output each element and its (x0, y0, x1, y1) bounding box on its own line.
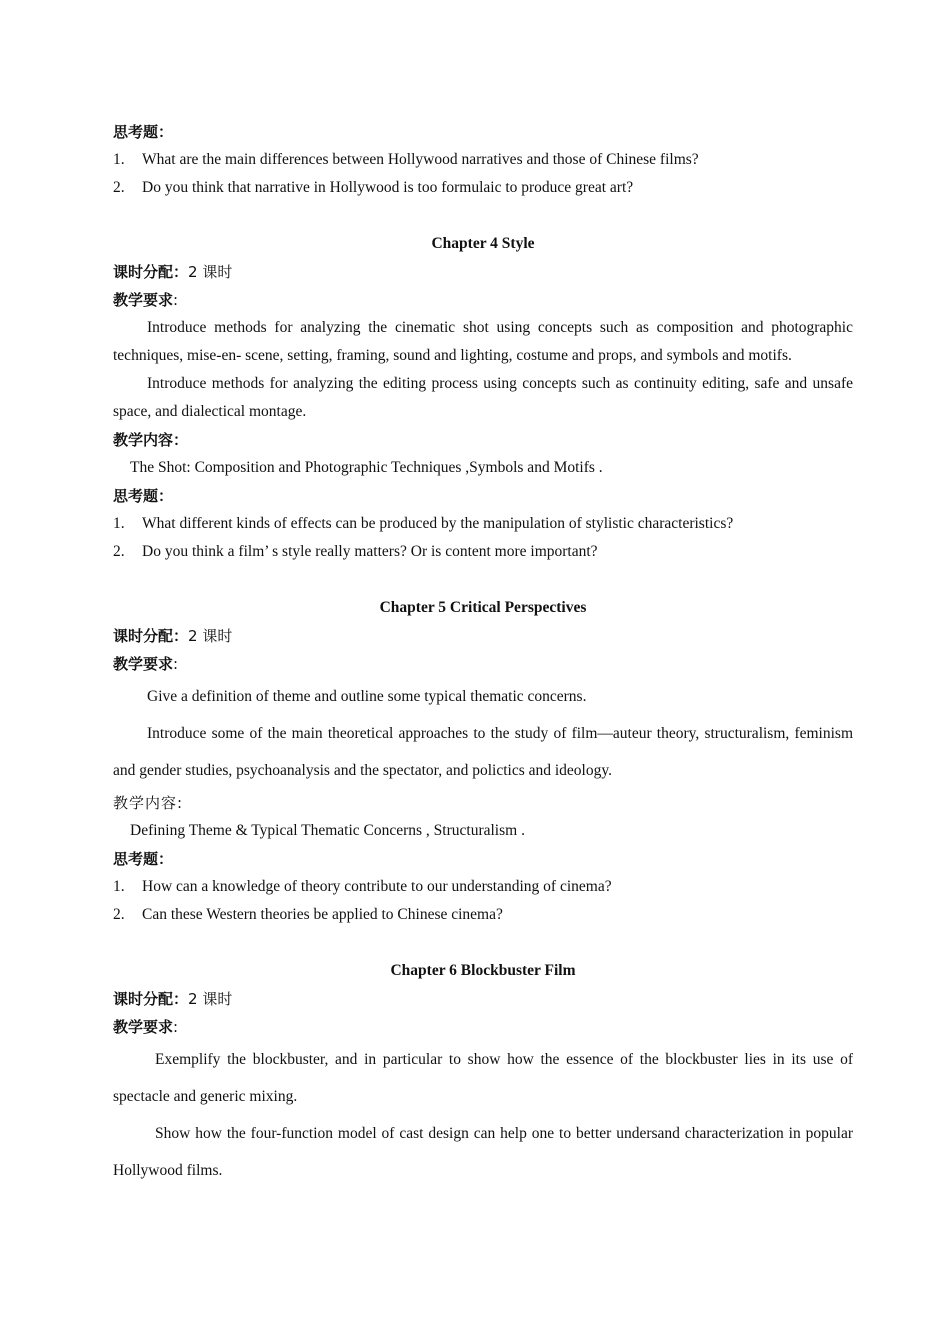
requirements-label: 教学要求: (113, 655, 179, 673)
hours-label: 课时分配：2 课时 (113, 990, 233, 1008)
questions-label: 思考题： (113, 123, 174, 141)
hours-value: 2 课时 (188, 990, 233, 1008)
hours-label: 课时分配：2 课时 (113, 627, 233, 645)
document-page (113, 118, 853, 1189)
chapter-title: Chapter 4 Style (431, 235, 535, 252)
question-item: 1. What are the main differences between Hollywood narratives and those of Chinese films? (113, 151, 699, 168)
content-text: The Shot: Composition and Photographic Techniques ,Symbols and Motifs . (130, 459, 603, 476)
requirements-paragraph: Introduce some of the main theoretical approaches to the study of film—auteur theory, structuralism, feminism and gender studies, psychoanalysis and the spectator, and polictics and ideology. (113, 725, 853, 779)
question-item: 2. Do you think a film’ s style really matters? Or is content more important? (113, 543, 598, 560)
requirements-paragraph: Exemplify the blockbuster, and in particular to show how the essence of the blockbuster lies in its use of spectacle and generic mixing. (113, 1051, 853, 1105)
hours-value: 2 课时 (188, 627, 233, 645)
questions-label: 思考题： (113, 850, 174, 868)
requirements-label: 教学要求: (113, 1018, 179, 1036)
requirements-paragraph: Introduce methods for analyzing the editing process using concepts such as continuity editing, safe and unsafe space, and dialectical montage. (113, 375, 853, 420)
chapter-title: Chapter 6 Blockbuster Film (390, 962, 576, 979)
requirements-paragraph: Introduce methods for analyzing the cinematic shot using concepts such as composition and photographic techniques, mise-en- scene, setting, framing, sound and lighting, costume and props, and symbols and motifs. (113, 319, 853, 364)
chapter-title: Chapter 5 Critical Perspectives (379, 599, 587, 616)
requirements-label: 教学要求: (113, 291, 179, 309)
content-label: 教学内容: (113, 794, 184, 812)
question-item: 2. Can these Western theories be applied to Chinese cinema? (113, 906, 503, 923)
question-item: 2. Do you think that narrative in Hollywood is too formulaic to produce great art? (113, 179, 634, 196)
content-label: 教学内容： (113, 431, 189, 449)
question-item: 1. How can a knowledge of theory contribute to our understanding of cinema? (113, 878, 612, 895)
hours-label: 课时分配：2 课时 (113, 263, 233, 281)
hours-value: 2 课时 (188, 263, 233, 281)
requirements-paragraph: Show how the four-function model of cast design can help one to better undersand characterization in popular Hollywood films. (113, 1125, 853, 1179)
questions-label: 思考题： (113, 487, 174, 505)
question-item: 1. What different kinds of effects can be produced by the manipulation of stylistic characteristics? (113, 515, 734, 532)
requirements-paragraph: Give a definition of theme and outline some typical thematic concerns. (147, 688, 587, 705)
content-text: Defining Theme & Typical Thematic Concerns , Structuralism . (130, 822, 525, 839)
